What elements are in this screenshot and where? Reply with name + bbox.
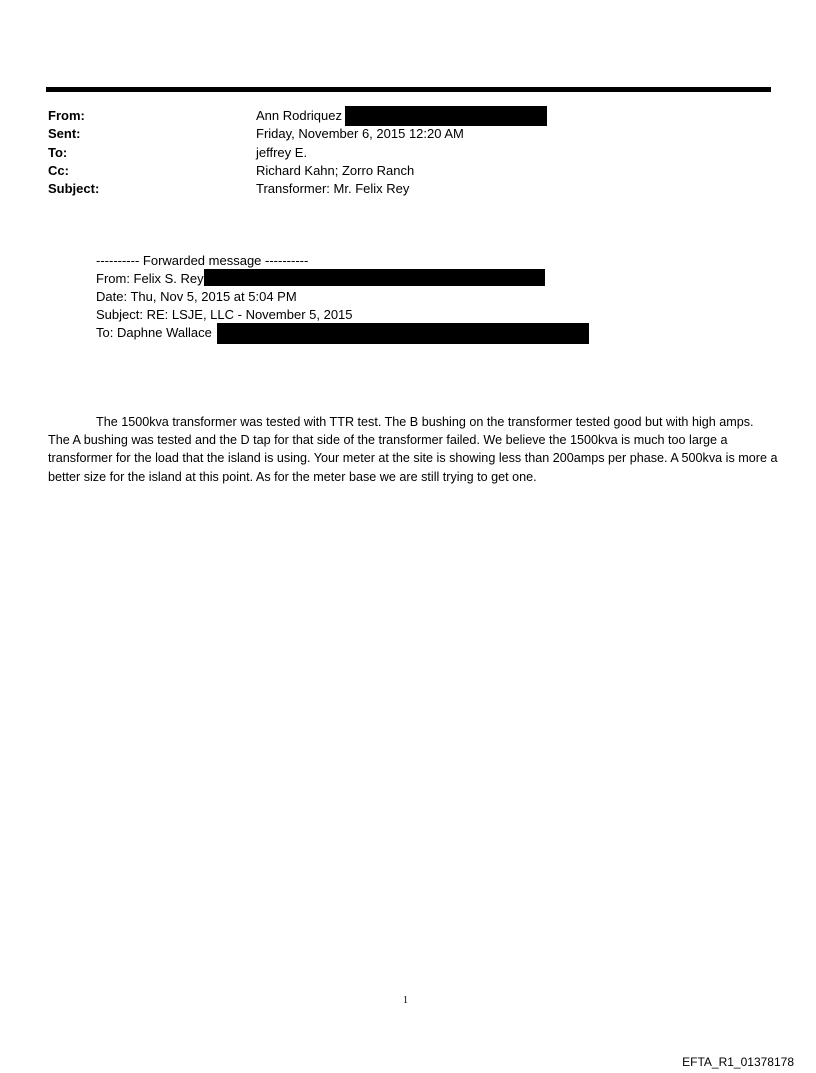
cc-label: Cc:	[48, 163, 69, 178]
subject-value: Transformer: Mr. Felix Rey	[256, 181, 410, 196]
redaction-box	[204, 269, 545, 286]
to-value: jeffrey E.	[256, 145, 308, 160]
forwarded-date: Date: Thu, Nov 5, 2015 at 5:04 PM	[96, 289, 297, 304]
from-label: From:	[48, 108, 85, 123]
to-label: To:	[48, 145, 68, 160]
header-rule	[46, 87, 771, 92]
forwarded-banner: ---------- Forwarded message ----------	[96, 253, 309, 268]
redaction-box	[345, 106, 547, 126]
forwarded-from: From: Felix S. Rey	[96, 271, 204, 286]
forwarded-subject: Subject: RE: LSJE, LLC - November 5, 2015	[96, 307, 353, 322]
subject-label: Subject:	[48, 181, 100, 196]
page-number: 1	[403, 995, 408, 1006]
redaction-box	[217, 323, 589, 344]
cc-value: Richard Kahn; Zorro Ranch	[256, 163, 415, 178]
sent-label: Sent:	[48, 126, 81, 141]
sent-value: Friday, November 6, 2015 12:20 AM	[256, 126, 464, 141]
forwarded-to: To: Daphne Wallace	[96, 325, 212, 340]
document-id: EFTA_R1_01378178	[682, 1055, 794, 1069]
message-body: The 1500kva transformer was tested with TTR test. The B bushing on the transformer tested good but with high amps. The A bushing was tested and the D tap for that side of the transformer failed. We believe the 1500kva is much too large a transformer for the load that the island is using. Your meter at the site is showing less than 200amps per phase. A 500kva is more a better size for the island at this point. As for the meter base we are still trying to get one.	[48, 415, 778, 484]
from-value: Ann Rodriquez	[256, 108, 342, 123]
